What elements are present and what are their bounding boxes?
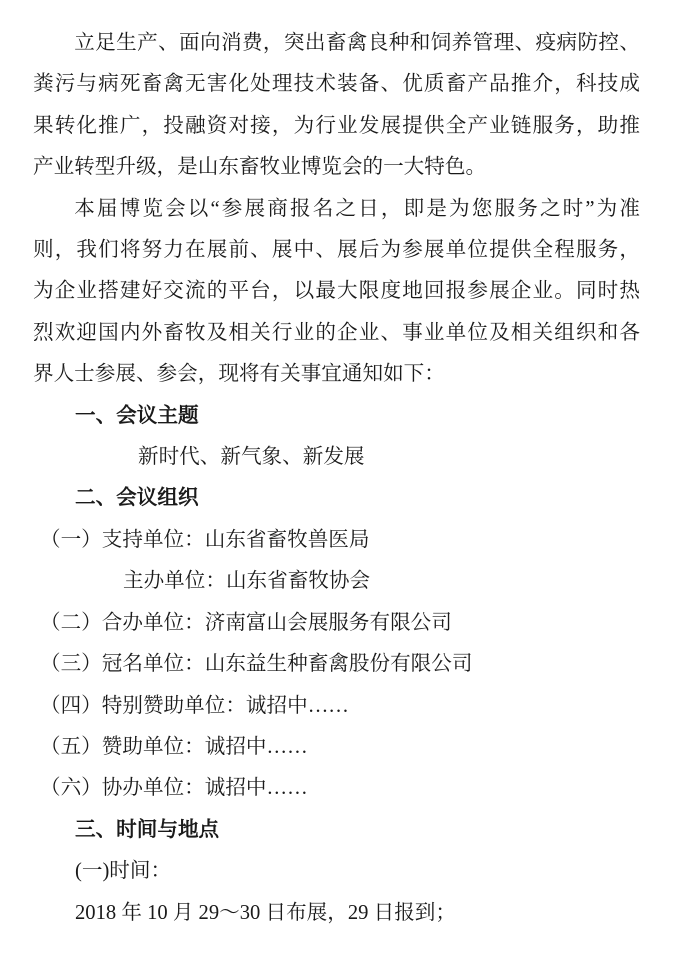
section-heading: 一、会议主题 bbox=[75, 404, 199, 427]
org-list-item: （五）赞助单位：诚招中…… bbox=[40, 735, 308, 758]
plain-line: 2018 年 10 月 29～30 日布展，29 日报到； bbox=[75, 901, 456, 924]
document-content bbox=[33, 23, 640, 934]
org-list-item: （四）特别赞助单位：诚招中…… bbox=[40, 694, 349, 717]
paragraph-line: 产业转型升级，是山东畜牧业博览会的一大特色。 bbox=[33, 156, 487, 179]
org-list-item: （二）合办单位：济南富山会展服务有限公司 bbox=[40, 611, 452, 634]
paragraph-line: 果转化推广，投融资对接，为行业发展提供全产业链服务，助推 bbox=[33, 114, 640, 137]
paragraph-line: 则，我们将努力在展前、展中、展后为参展单位提供全程服务， bbox=[33, 239, 640, 262]
org-list-item: （一）支持单位：山东省畜牧兽医局 bbox=[40, 528, 370, 551]
plain-line: (一)时间： bbox=[75, 860, 172, 883]
org-list-item: （三）冠名单位：山东益生种畜禽股份有限公司 bbox=[40, 653, 473, 676]
paragraph-line: 界人士参展、参会，现将有关事宜通知如下： bbox=[33, 363, 445, 386]
paragraph-line: 为企业搭建好交流的平台，以最大限度地回报参展企业。同时热 bbox=[33, 280, 640, 303]
paragraph-line: 本届博览会以“参展商报名之日，即是为您服务之时”为准 bbox=[74, 197, 640, 220]
theme-line: 新时代、新气象、新发展 bbox=[138, 446, 365, 469]
paragraph-line: 烈欢迎国内外畜牧及相关行业的企业、事业单位及相关组织和各 bbox=[33, 321, 640, 344]
paragraph-line: 立足生产、面向消费，突出畜禽良种和饲养管理、疫病防控、 bbox=[74, 32, 640, 54]
org-list-subitem: 主办单位：山东省畜牧协会 bbox=[123, 570, 371, 593]
body-paragraph bbox=[33, 189, 640, 396]
body-paragraph bbox=[33, 23, 640, 189]
paragraph-line: 粪污与病死畜禽无害化处理技术装备、优质畜产品推介，科技成 bbox=[33, 73, 640, 96]
section-heading: 三、时间与地点 bbox=[75, 818, 220, 841]
org-list-item: （六）协办单位：诚招中…… bbox=[40, 777, 308, 800]
section-heading: 二、会议组织 bbox=[75, 487, 199, 510]
